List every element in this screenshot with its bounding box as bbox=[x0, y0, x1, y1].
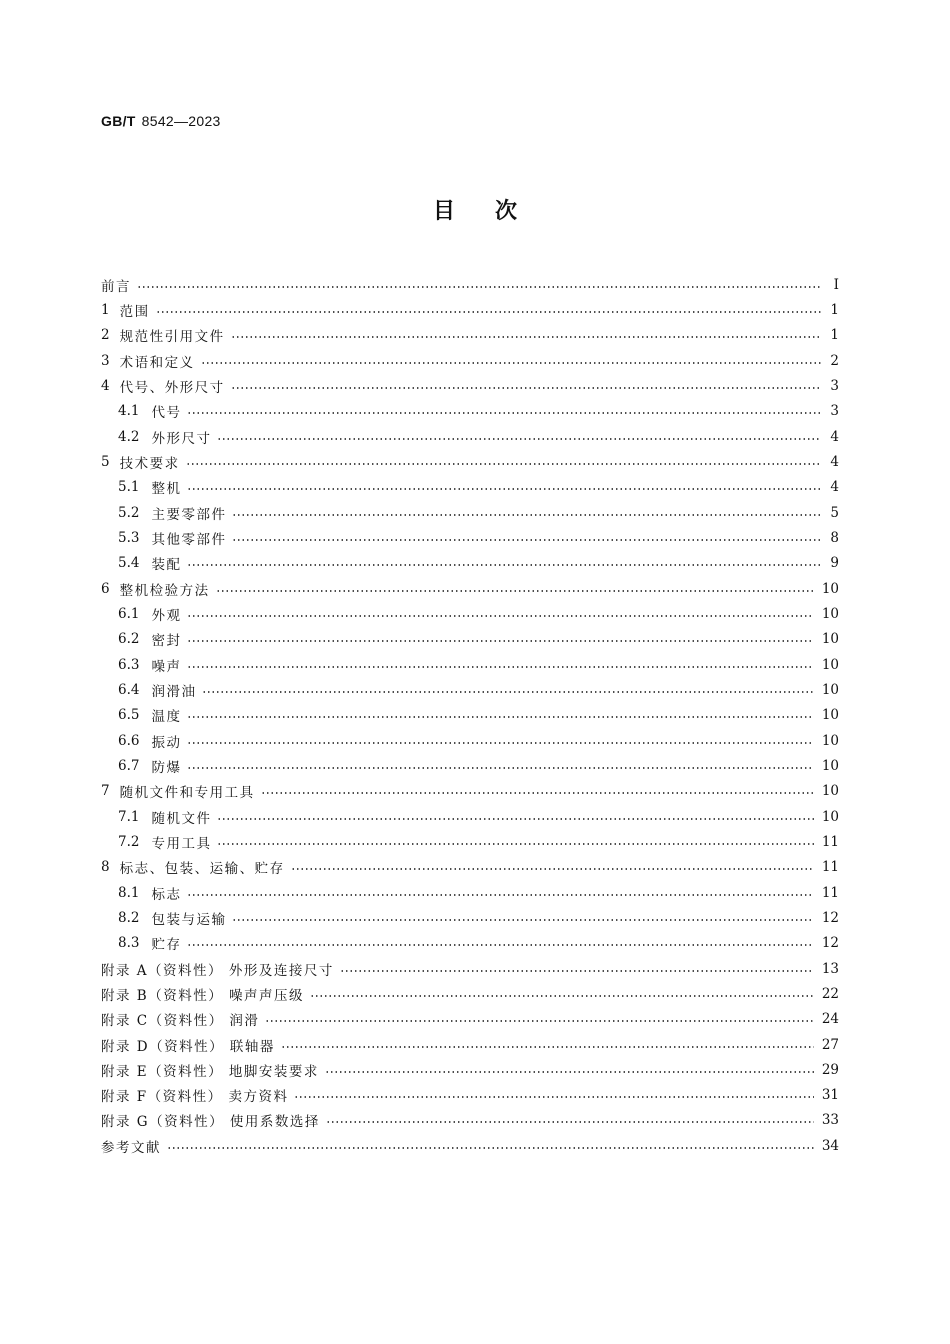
toc-entry-title: 贮存 bbox=[151, 937, 182, 954]
toc-entry-label-group bbox=[118, 477, 181, 497]
toc-entry-number: 7 bbox=[101, 783, 110, 800]
toc-entry-label-group bbox=[101, 300, 150, 320]
toc-entry[interactable] bbox=[101, 424, 839, 449]
toc-entry[interactable] bbox=[101, 373, 839, 398]
toc-entry-page: 11 bbox=[821, 833, 839, 850]
toc-entry-number: 5.1 bbox=[118, 479, 140, 496]
toc-entry-number: 3 bbox=[101, 352, 110, 369]
dot-leader bbox=[291, 868, 814, 870]
toc-entry-label-group bbox=[101, 325, 225, 345]
dot-leader bbox=[326, 1121, 814, 1123]
toc-entry-page: 4 bbox=[830, 453, 839, 470]
toc-entry[interactable] bbox=[101, 525, 839, 550]
toc-entry-label-group bbox=[101, 959, 334, 979]
toc-entry-label-group bbox=[118, 629, 181, 649]
toc-entry-page: 5 bbox=[830, 504, 839, 521]
toc-entry[interactable] bbox=[101, 804, 839, 829]
toc-entry-number: 8.1 bbox=[118, 884, 140, 901]
dot-leader bbox=[217, 438, 821, 440]
toc-entry-title: 润滑油 bbox=[151, 683, 197, 700]
toc-entry-page: 8 bbox=[830, 529, 839, 546]
toc-entry-number: 6.7 bbox=[118, 757, 140, 774]
dot-leader bbox=[187, 742, 813, 744]
toc-entry-title: 装配 bbox=[151, 557, 182, 574]
toc-entry[interactable] bbox=[101, 956, 839, 981]
toc-entry-label-group bbox=[101, 452, 180, 472]
toc-entry-label-group bbox=[118, 756, 181, 776]
dot-leader bbox=[187, 640, 813, 642]
toc-entry-title: 代号 bbox=[151, 405, 182, 422]
toc-entry[interactable] bbox=[101, 399, 839, 424]
toc-entry-title: 附录 A（资料性） 外形及连接尺寸 bbox=[101, 962, 334, 979]
toc-entry[interactable] bbox=[101, 601, 839, 626]
toc-entry-number: 1 bbox=[101, 301, 110, 318]
standard-prefix: GB/T bbox=[101, 113, 136, 129]
toc-entry[interactable] bbox=[101, 297, 839, 322]
toc-entry-number: 4 bbox=[101, 377, 110, 394]
toc-entry-title: 标志 bbox=[151, 886, 182, 903]
toc-entry-title: 温度 bbox=[151, 709, 182, 726]
toc-entry-page: 10 bbox=[821, 631, 839, 648]
dot-leader bbox=[231, 336, 821, 338]
toc-entry[interactable] bbox=[101, 703, 839, 728]
dot-leader bbox=[281, 1046, 814, 1048]
toc-entry-title: 外观 bbox=[151, 607, 182, 624]
standard-code bbox=[101, 113, 221, 129]
toc-entry-label-group bbox=[101, 579, 210, 599]
dot-leader bbox=[217, 843, 813, 845]
toc-entry-label-group bbox=[118, 680, 196, 700]
toc-entry-title: 专用工具 bbox=[151, 835, 212, 852]
toc-entry-page: 24 bbox=[821, 1011, 839, 1028]
toc-entry-label-group bbox=[101, 1085, 288, 1105]
toc-entry-number: 6.3 bbox=[118, 656, 140, 673]
dot-leader bbox=[340, 970, 814, 972]
toc-entry-page: 22 bbox=[821, 985, 839, 1002]
dot-leader bbox=[217, 818, 813, 820]
toc-entry-title: 随机文件 bbox=[151, 810, 212, 827]
toc-entry-title: 附录 C（资料性） 润滑 bbox=[101, 1013, 260, 1030]
dot-leader bbox=[187, 716, 813, 718]
toc-entry-page: 4 bbox=[830, 428, 839, 445]
dot-leader bbox=[167, 1147, 814, 1149]
toc-entry[interactable] bbox=[101, 627, 839, 652]
dot-leader bbox=[265, 1020, 813, 1022]
toc-entry-number: 6.5 bbox=[118, 707, 140, 724]
toc-entry-label-group bbox=[101, 275, 131, 295]
toc-entry[interactable] bbox=[101, 475, 839, 500]
toc-entry-title: 附录 D（资料性） 联轴器 bbox=[101, 1038, 275, 1055]
toc-entry-number: 7.2 bbox=[118, 833, 140, 850]
toc-entry-title: 外形尺寸 bbox=[151, 430, 212, 447]
dot-leader bbox=[201, 362, 821, 364]
toc-entry-label-group bbox=[118, 807, 211, 827]
toc-entry-number: 4.2 bbox=[118, 428, 140, 445]
dot-leader bbox=[186, 463, 821, 465]
dot-leader bbox=[187, 488, 821, 490]
toc-entry-page: 10 bbox=[821, 580, 839, 597]
toc-entry-page: 4 bbox=[830, 479, 839, 496]
dot-leader bbox=[294, 1096, 813, 1098]
toc-entry-label-group bbox=[101, 1060, 319, 1080]
toc-entry-page: 2 bbox=[830, 352, 839, 369]
toc-entry[interactable] bbox=[101, 348, 839, 373]
toc-entry[interactable] bbox=[101, 1108, 839, 1133]
toc-entry[interactable] bbox=[101, 500, 839, 525]
toc-entry-number: 5 bbox=[101, 453, 110, 470]
standard-number: 8542—2023 bbox=[141, 113, 221, 129]
toc-entry[interactable] bbox=[101, 1133, 839, 1158]
toc-entry-title: 密封 bbox=[151, 633, 182, 650]
toc-entry[interactable] bbox=[101, 880, 839, 905]
toc-entry-label-group bbox=[118, 528, 226, 548]
dot-leader bbox=[232, 539, 821, 541]
toc-entry[interactable] bbox=[101, 981, 839, 1006]
dot-leader bbox=[202, 691, 813, 693]
toc-entry-label-group bbox=[118, 553, 181, 573]
toc-entry-page: 33 bbox=[821, 1112, 839, 1129]
dot-leader bbox=[187, 767, 813, 769]
toc-entry-page: 27 bbox=[821, 1036, 839, 1053]
toc-entry[interactable] bbox=[101, 1057, 839, 1082]
toc-entry-page: 31 bbox=[821, 1087, 839, 1104]
toc-entry-number: 8.2 bbox=[118, 909, 140, 926]
dot-leader bbox=[216, 590, 814, 592]
toc-entry-number: 6 bbox=[101, 580, 110, 597]
toc-entry-page: 10 bbox=[821, 808, 839, 825]
toc-entry-title: 范围 bbox=[119, 303, 150, 320]
toc-entry-label-group bbox=[118, 883, 181, 903]
toc-entry-page: 10 bbox=[821, 656, 839, 673]
dot-leader bbox=[187, 412, 821, 414]
toc-entry-page: 3 bbox=[830, 377, 839, 394]
toc-entry-page: 34 bbox=[821, 1137, 839, 1154]
toc-entry-label-group bbox=[101, 1136, 161, 1156]
dot-leader bbox=[187, 666, 813, 668]
toc-entry[interactable] bbox=[101, 779, 839, 804]
toc-entry-title: 整机检验方法 bbox=[119, 582, 210, 599]
toc-entry[interactable] bbox=[101, 905, 839, 930]
toc-entry-page: 10 bbox=[821, 605, 839, 622]
dot-leader bbox=[187, 894, 813, 896]
toc-entry[interactable] bbox=[101, 323, 839, 348]
toc-entry-label-group bbox=[101, 781, 255, 801]
toc-entry-title: 包装与运输 bbox=[151, 911, 227, 928]
toc-entry-number: 6.6 bbox=[118, 732, 140, 749]
toc-entry[interactable] bbox=[101, 728, 839, 753]
toc-entry-number: 4.1 bbox=[118, 403, 140, 420]
toc-entry-page: 3 bbox=[830, 403, 839, 420]
toc-entry-title: 代号、外形尺寸 bbox=[119, 379, 225, 396]
toc-entry-title: 规范性引用文件 bbox=[119, 329, 225, 346]
toc-entry-number: 5.2 bbox=[118, 504, 140, 521]
toc-entry-page: 9 bbox=[830, 555, 839, 572]
toc-entry-title: 附录 E（资料性） 地脚安装要求 bbox=[101, 1063, 319, 1080]
toc-entry-label-group bbox=[101, 1009, 259, 1029]
toc-entry[interactable] bbox=[101, 449, 839, 474]
toc-entry[interactable] bbox=[101, 855, 839, 880]
toc-entry-page: Ⅰ bbox=[833, 276, 839, 293]
toc-entry-title: 前言 bbox=[101, 278, 131, 295]
toc-entry-label-group bbox=[118, 908, 226, 928]
toc-entry[interactable] bbox=[101, 829, 839, 854]
toc-entry[interactable] bbox=[101, 753, 839, 778]
toc-entry-number: 8 bbox=[101, 859, 110, 876]
toc-entry-label-group bbox=[118, 604, 181, 624]
toc-entry-title: 附录 B（资料性） 噪声声压级 bbox=[101, 987, 305, 1004]
toc-entry[interactable] bbox=[101, 1007, 839, 1032]
toc-entry-title: 噪声 bbox=[151, 658, 182, 675]
toc-entry-page: 10 bbox=[821, 757, 839, 774]
page-title: 目次 bbox=[432, 199, 557, 224]
toc-entry-page: 13 bbox=[821, 960, 839, 977]
toc-entry-number: 8.3 bbox=[118, 935, 140, 952]
toc-entry-label-group bbox=[101, 857, 285, 877]
dot-leader bbox=[187, 615, 813, 617]
toc-entry-page: 1 bbox=[830, 327, 839, 344]
toc-entry-page: 10 bbox=[821, 783, 839, 800]
toc-entry[interactable] bbox=[101, 576, 839, 601]
toc-entry-number: 2 bbox=[101, 327, 110, 344]
toc-entry[interactable] bbox=[101, 1032, 839, 1057]
toc-entry[interactable] bbox=[101, 677, 839, 702]
dot-leader bbox=[232, 514, 821, 516]
toc-entry-label-group bbox=[118, 655, 181, 675]
toc-entry-title: 附录 F（资料性） 卖方资料 bbox=[101, 1089, 289, 1106]
toc-entry-title: 其他零部件 bbox=[151, 531, 227, 548]
toc-entry-page: 11 bbox=[821, 884, 839, 901]
toc-entry-page: 12 bbox=[821, 935, 839, 952]
dot-leader bbox=[187, 944, 813, 946]
toc-entry-page: 29 bbox=[821, 1061, 839, 1078]
toc-entry-page: 10 bbox=[821, 732, 839, 749]
dot-leader bbox=[156, 311, 821, 313]
dot-leader bbox=[137, 286, 821, 288]
toc-entry-title: 随机文件和专用工具 bbox=[119, 785, 255, 802]
dot-leader bbox=[232, 919, 813, 921]
dot-leader bbox=[187, 564, 821, 566]
toc-entry-label-group bbox=[101, 984, 304, 1004]
toc-entry-number: 5.3 bbox=[118, 529, 140, 546]
toc-entry-title: 术语和定义 bbox=[119, 354, 195, 371]
toc-entry-title: 整机 bbox=[151, 481, 182, 498]
toc-entry-title: 技术要求 bbox=[119, 455, 180, 472]
toc-entry-label-group bbox=[118, 731, 181, 751]
toc-entry-number: 5.4 bbox=[118, 555, 140, 572]
toc-entry-page: 10 bbox=[821, 681, 839, 698]
toc-entry-label-group bbox=[118, 503, 226, 523]
toc-entry-page: 1 bbox=[830, 301, 839, 318]
toc-entry-label-group bbox=[101, 351, 195, 371]
toc-entry-number: 6.1 bbox=[118, 605, 140, 622]
toc-entry-label-group bbox=[118, 705, 181, 725]
toc-entry[interactable] bbox=[101, 931, 839, 956]
toc-entry-number: 7.1 bbox=[118, 808, 140, 825]
toc-entry-label-group bbox=[101, 1035, 275, 1055]
toc-entry[interactable] bbox=[101, 652, 839, 677]
toc-entry-page: 10 bbox=[821, 707, 839, 724]
toc-entry-label-group bbox=[118, 401, 181, 421]
table-of-contents bbox=[101, 272, 839, 1158]
toc-entry[interactable] bbox=[101, 1083, 839, 1108]
toc-entry-number: 6.4 bbox=[118, 681, 140, 698]
toc-entry-label-group bbox=[101, 376, 225, 396]
dot-leader bbox=[231, 387, 821, 389]
toc-entry-page: 11 bbox=[821, 859, 839, 876]
toc-entry-title: 防爆 bbox=[151, 759, 182, 776]
toc-entry-label-group bbox=[118, 933, 181, 953]
toc-entry-label-group bbox=[101, 1110, 320, 1130]
dot-leader bbox=[261, 792, 814, 794]
toc-entry-title: 参考文献 bbox=[101, 1139, 161, 1156]
toc-entry-title: 振动 bbox=[151, 734, 182, 751]
dot-leader bbox=[325, 1071, 814, 1073]
toc-entry[interactable] bbox=[101, 551, 839, 576]
toc-entry-number: 6.2 bbox=[118, 631, 140, 648]
toc-entry-title: 主要零部件 bbox=[151, 506, 227, 523]
toc-entry-page: 12 bbox=[821, 909, 839, 926]
dot-leader bbox=[310, 995, 814, 997]
toc-entry-label-group bbox=[118, 427, 211, 447]
toc-entry[interactable] bbox=[101, 272, 839, 297]
toc-entry-title: 标志、包装、运输、贮存 bbox=[119, 861, 285, 878]
toc-entry-label-group bbox=[118, 832, 211, 852]
toc-entry-title: 附录 G（资料性） 使用系数选择 bbox=[101, 1114, 320, 1131]
